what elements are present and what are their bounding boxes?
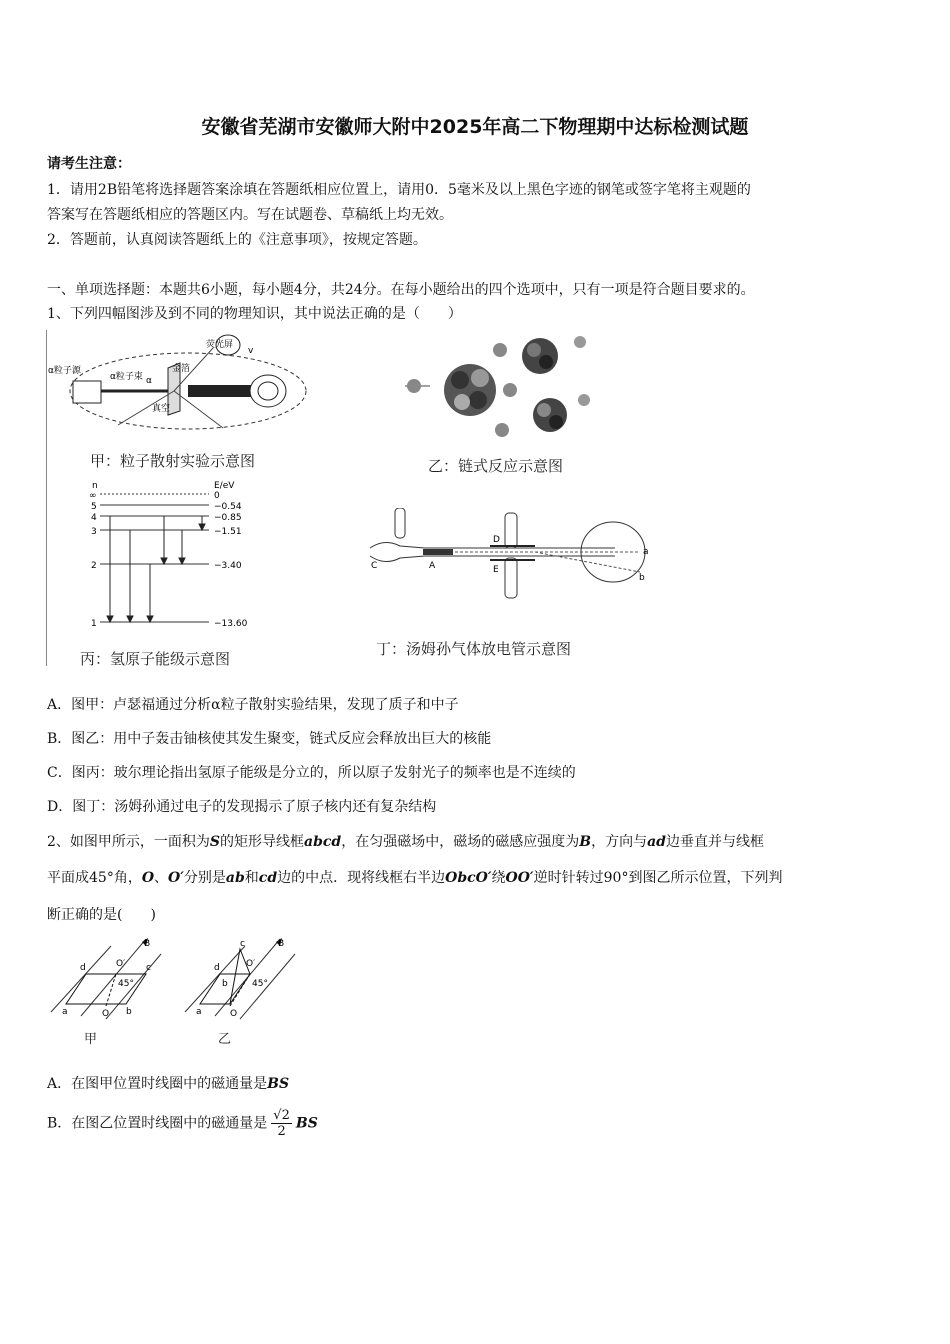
notice-line-2: 答案写在答题纸相应的答题区内。写在试题卷、草稿纸上均无效。	[47, 207, 453, 223]
q1-stem: 1、下列四幅图涉及到不同的物理知识，其中说法正确的是（ ）	[47, 306, 462, 322]
level-e-header: E/eV	[214, 481, 235, 491]
q2b-label-a: a	[196, 1007, 202, 1017]
q2a-label-b-field: B	[144, 939, 151, 949]
q2-stem-line-1: 2、如图甲所示，一面积为S的矩形导线框abcd，在匀强磁场中，磁场的磁感应强度为B，方向与ad边垂直并与线框	[47, 834, 764, 850]
level-e-5: −0.54	[214, 502, 242, 512]
label-beam: α粒子束	[110, 372, 143, 382]
q2b-label-c: c	[240, 939, 245, 949]
label-alpha-source: α粒子源	[48, 366, 81, 376]
label-v: v	[248, 346, 254, 356]
notice-heading: 请考生注意：	[47, 156, 131, 172]
level-n-1: 1	[91, 619, 97, 628]
q2b-label-b-field: B	[278, 939, 285, 949]
q2-option-a: A．在图甲位置时线圈中的磁通量是BS	[47, 1076, 290, 1092]
level-n-5: 5	[91, 502, 97, 512]
q2a-label-d: d	[80, 963, 86, 973]
q2-stem-line-3: 断正确的是( )	[47, 907, 156, 923]
level-n-4: 4	[91, 513, 97, 523]
q2a-label-o: O	[102, 1009, 110, 1019]
q2-caption-b: 乙	[218, 1032, 232, 1047]
q2-figure-a	[46, 934, 166, 1029]
q2b-label-b: b	[222, 979, 228, 989]
q2b-label-d: d	[214, 963, 220, 973]
q2-stem-line-2: 平面成45°角，O、O′分别是ab和cd边的中点．现将线框右半边ObcO′绕OO′逆时针转过90°到图乙所示位置，下列判	[47, 870, 783, 886]
sqrt2-over-2-fraction: $\frac{√2}{2}$	[273, 1108, 290, 1139]
notice-line-3: 2．答题前，认真阅读答题纸上的《注意事项》，按规定答题。	[47, 232, 427, 248]
tube-label-a2: a	[643, 547, 649, 557]
tube-label-e: E	[493, 565, 499, 575]
figure-border	[46, 330, 47, 666]
level-e-3: −1.51	[214, 527, 242, 537]
alpha-scattering-figure	[48, 333, 308, 438]
tube-label-c: C	[371, 561, 378, 571]
level-n-2: 2	[91, 561, 97, 571]
q2a-label-c: c	[146, 963, 151, 973]
q1-option-c: C．图丙：玻尔理论指出氢原子能级是分立的，所以原子发射光子的频率也是不连续的	[47, 765, 576, 781]
caption-tube: 丁：汤姆孙气体放电管示意图	[376, 640, 572, 658]
section-heading: 一、单项选择题：本题共6小题，每小题4分，共24分。在每小题给出的四个选项中，只有一项是符合题目要求的。	[47, 282, 755, 298]
level-e-2: −3.40	[214, 561, 242, 571]
q2-figure-b	[180, 934, 310, 1029]
q2b-label-angle: 45°	[252, 979, 268, 989]
caption-levels: 丙：氢原子能级示意图	[80, 650, 231, 668]
tube-label-d: D	[493, 535, 500, 545]
caption-alpha: 甲：粒子散射实验示意图	[90, 452, 256, 470]
level-n-header: n	[92, 481, 98, 491]
caption-chain: 乙：链式反应示意图	[428, 457, 564, 475]
chain-reaction-figure	[400, 330, 590, 448]
q2-caption-a: 甲	[84, 1032, 98, 1047]
q2a-label-angle: 45°	[118, 979, 134, 989]
level-n-3: 3	[91, 527, 97, 537]
page-title: 安徽省芜湖市安徽师大附中2025年高二下物理期中达标检测试题	[201, 116, 749, 138]
q1-option-b: B．图乙：用中子轰击铀核使其发生聚变，链式反应会释放出巨大的核能	[47, 731, 492, 747]
thomson-tube-figure	[365, 508, 655, 608]
notice-line-1: 1．请用2B铅笔将选择题答案涂填在答题纸相应位置上，请用0．5毫米及以上黑色字迹的钢笔或签字笔将主观题的	[47, 182, 751, 198]
level-e-4: −0.85	[214, 513, 242, 523]
q2a-label-oprime: O′	[116, 959, 126, 969]
level-n-inf: ∞	[89, 491, 97, 501]
q2b-label-o: O	[230, 1009, 238, 1019]
energy-level-figure	[84, 478, 264, 628]
tube-label-a: A	[429, 561, 436, 571]
q1-option-a: A．图甲：卢瑟福通过分析α粒子散射实验结果，发现了质子和中子	[47, 697, 459, 713]
label-alpha: α	[146, 376, 152, 386]
q2a-label-b: b	[126, 1007, 132, 1017]
label-foil: 金箔	[172, 364, 191, 374]
label-vacuum: 真空	[152, 404, 171, 414]
label-screen: 荧光屏	[206, 340, 234, 350]
q2b-label-oprime: O′	[246, 959, 256, 969]
q2a-label-a: a	[62, 1007, 68, 1017]
q1-option-d: D．图丁：汤姆孙通过电子的发现揭示了原子核内还有复杂结构	[47, 799, 437, 815]
q2-option-b: B．在图乙位置时线圈中的磁通量是 $\frac{√2}{2}$ BS	[47, 1108, 318, 1139]
level-e-inf: 0	[214, 491, 220, 501]
tube-label-b: b	[639, 573, 645, 583]
level-e-1: −13.60	[214, 619, 248, 628]
